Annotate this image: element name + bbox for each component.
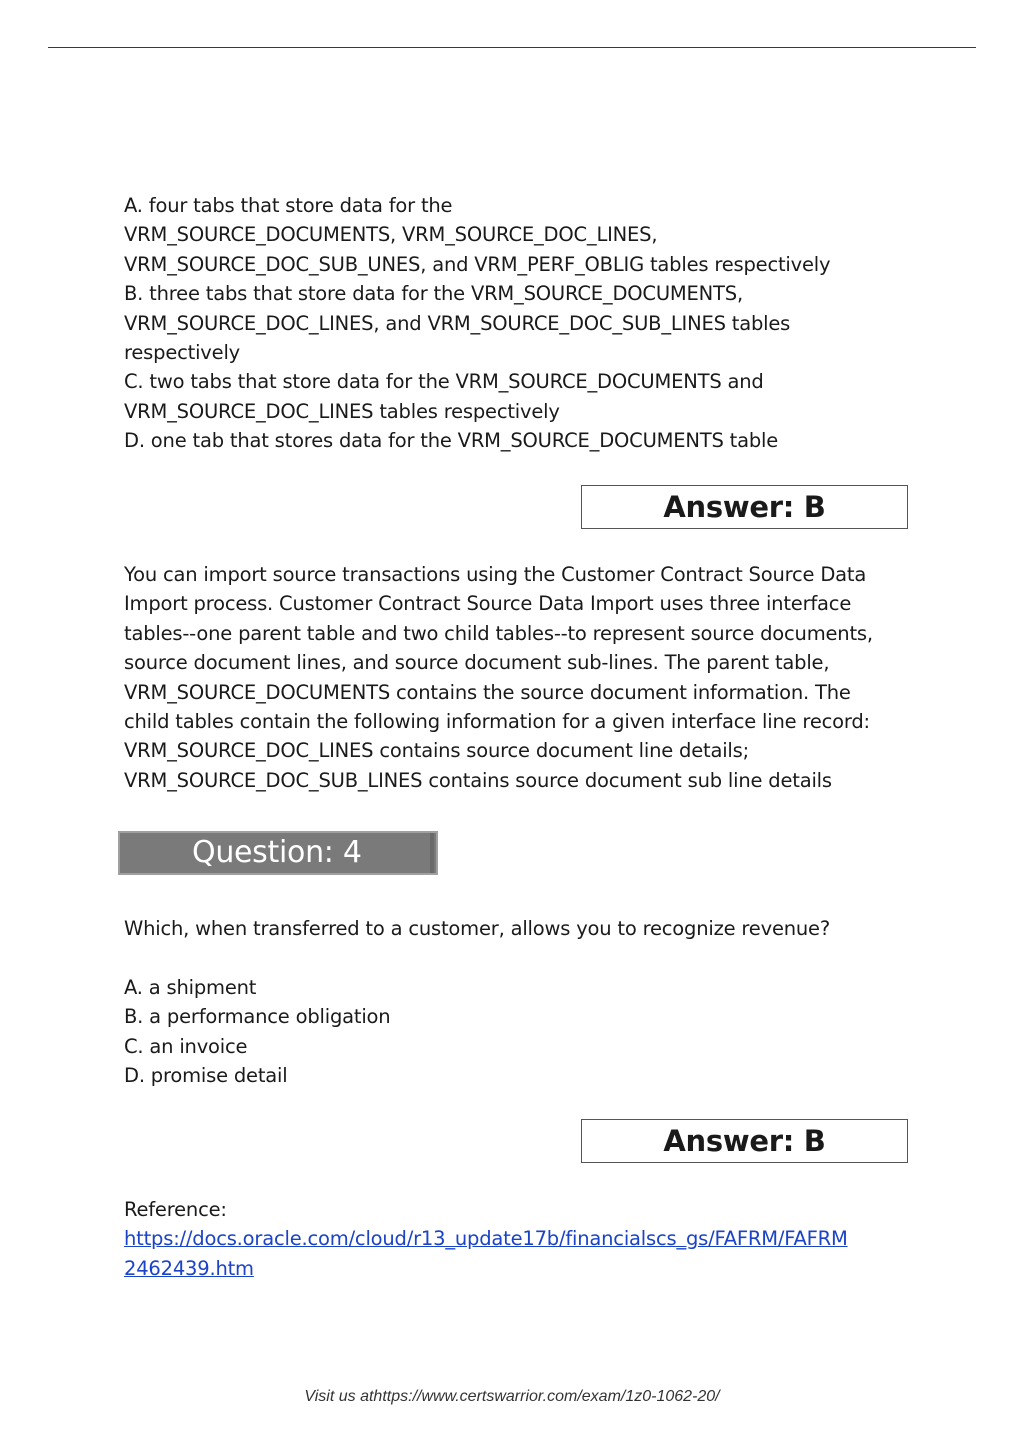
explanation-line: tables--one parent table and two child tables--to represent source documents, [124, 621, 873, 645]
question-4-heading-text: Question: 4 [192, 835, 362, 870]
option-line: VRM_SOURCE_DOC_SUB_UNES, and VRM_PERF_OBLIG tables respectively [124, 252, 831, 276]
footer-visit-link[interactable]: Visit us athttps://www.certswarrior.com/exam/1z0-1062-20/ [304, 1388, 720, 1405]
option-line: C. two tabs that store data for the VRM_SOURCE_DOCUMENTS and [124, 370, 764, 394]
option-line: A. four tabs that store data for the [124, 194, 453, 217]
reference-link-line[interactable]: 2462439.htm [124, 1256, 254, 1280]
question-line: Which, when transferred to a customer, allows you to recognize revenue? [124, 917, 831, 940]
explanation-line: VRM_SOURCE_DOC_LINES contains source document line details; [124, 739, 749, 763]
question-4-heading [118, 831, 438, 875]
explanation-line: source document lines, and source document sub-lines. The parent table, [124, 651, 830, 675]
explanation-line: child tables contain the following information for a given interface line record: [124, 709, 870, 733]
option-line: B. a performance obligation [124, 1005, 391, 1029]
banner-shade [430, 833, 434, 873]
explanation-line: You can import source transactions using the Customer Contract Source Data [124, 563, 867, 586]
reference-block [124, 1195, 848, 1283]
header-rule [48, 47, 976, 48]
option-line: VRM_SOURCE_DOCUMENTS, VRM_SOURCE_DOC_LINES, [124, 223, 658, 247]
option-line: C. an invoice [124, 1034, 248, 1058]
option-line: VRM_SOURCE_DOC_LINES tables respectively [124, 399, 560, 423]
question-3-options [124, 191, 830, 456]
question-3-explanation [124, 560, 873, 795]
reference-label: Reference: [124, 1198, 227, 1221]
question-4-options [124, 973, 390, 1091]
explanation-line: Import process. Customer Contract Source Data Import uses three interface [124, 592, 852, 616]
option-line: respectively [124, 340, 240, 364]
option-line: D. one tab that stores data for the VRM_SOURCE_DOCUMENTS table [124, 429, 779, 453]
reference-link-line[interactable]: https://docs.oracle.com/cloud/r13_update17b/financialscs_gs/FAFRM/FAFRM [124, 1227, 848, 1251]
question-4-text [124, 914, 830, 943]
option-line: D. promise detail [124, 1064, 288, 1088]
option-line: B. three tabs that store data for the VRM_SOURCE_DOCUMENTS, [124, 282, 743, 306]
option-line: A. a shipment [124, 976, 257, 999]
explanation-line: VRM_SOURCE_DOC_SUB_LINES contains source document sub line details [124, 768, 832, 792]
question-3-answer-box: Answer: B [581, 485, 908, 529]
question-4-answer-box: Answer: B [581, 1119, 908, 1163]
option-line: VRM_SOURCE_DOC_LINES, and VRM_SOURCE_DOC_SUB_LINES tables [124, 311, 791, 335]
explanation-line: VRM_SOURCE_DOCUMENTS contains the source document information. The [124, 680, 851, 704]
